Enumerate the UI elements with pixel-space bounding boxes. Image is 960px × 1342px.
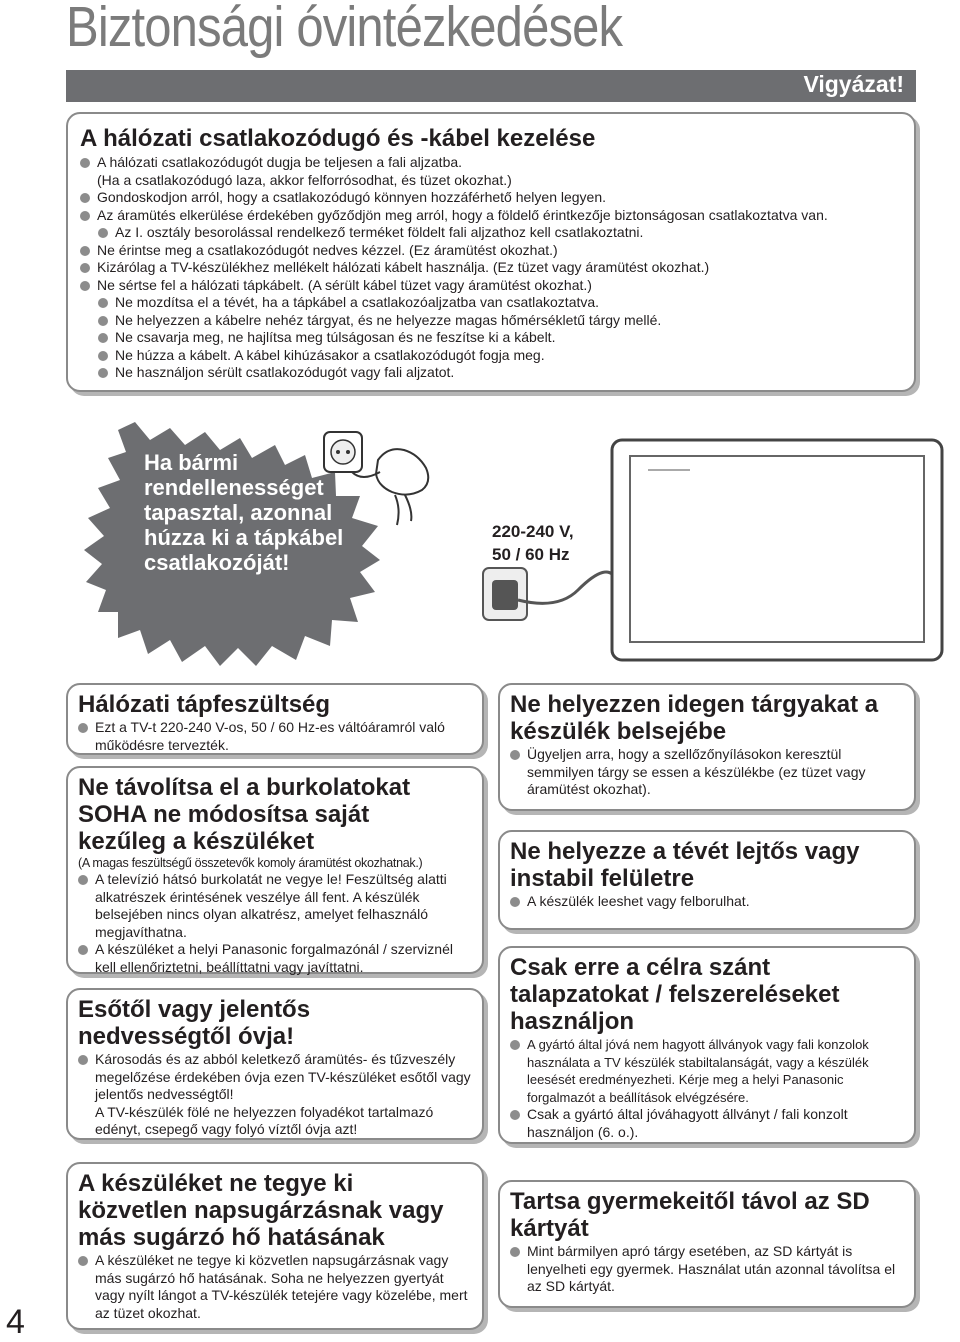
heading-line: Ne helyezzen idegen tárgyakat a [510, 691, 879, 718]
heading-line: Esőtől vagy jelentős [78, 996, 311, 1023]
list-item: A televízió hátsó burkolatát ne vegye le! Feszültség alatti alkatrészek érintésének veszélye áll fent. A készülék belsejében nincs olyan alkatrész, amelyet felhasználó megjavíthatna. [78, 871, 472, 941]
list-item: A készüléket a helyi Panasonic forgalmazónál / szerviznél kell ellenőriztetni, beállíttatni vagy javíttatni. [78, 941, 472, 976]
list-item: (Ha a csatlakozódugó laza, akkor felforrósodhat, és tüzet okozhat.) [97, 171, 512, 188]
unstable-surface-box [498, 830, 916, 930]
burst-line: Ha bármi [144, 450, 239, 475]
list-item: A TV-készülék fölé ne helyezzen folyadékot tartalmazó edényt, csepegő vagy folyó víztől óvja azt! [95, 1103, 434, 1138]
page-number: 4 [6, 1303, 25, 1341]
heading-line: készülék belsejébe [510, 718, 727, 745]
list-item: Károsodás és az abból keletkező áramütés- és tűzveszély megelőzése érdekében óvja ezen TV-készüléket esőtől vagy jelentős nedvességtől! [78, 1051, 472, 1104]
network-plug-section [66, 112, 916, 392]
box-heading [510, 691, 904, 745]
heading-line: SOHA ne módosítsa saját [78, 801, 370, 828]
voltage-line: 50 / 60 Hz [492, 545, 570, 564]
list-item: Csak a gyártó által jóváhagyott állványt / fali konzolt használjon (6. o.). [510, 1106, 904, 1141]
heading-line: közvetlen napsugárzásnak vagy [78, 1197, 444, 1224]
box-heading [510, 1188, 904, 1242]
heading-line: nedvességtől óvja! [78, 1023, 295, 1050]
box-heading [510, 954, 904, 1035]
list-item: Kizárólag a TV-készülékhez mellékelt hálózati kábelt használja. (Ez tüzet vagy áramütést okozhat.) [80, 259, 902, 277]
burst-line: tapasztal, azonnal [144, 500, 333, 525]
heading-line: Ne távolítsa el a burkolatokat [78, 774, 411, 801]
list-item: A készüléket ne tegye ki közvetlen napsugárzásnak vagy más sugárzó hő hatásának. Soha ne helyezzen gyertyát vagy nyílt lángot a TV-készülék tetejére vagy közelébe, mert az tüzet okozhat. [78, 1252, 472, 1322]
burst-line: csatlakozóját! [144, 550, 290, 575]
box-heading: Hálózati tápfeszültség [78, 691, 331, 718]
approved-stands-box [498, 946, 916, 1144]
heading-line: A készüléket ne tegye ki [78, 1170, 354, 1197]
hand-icon [352, 449, 428, 525]
burst-line: rendellenességet [144, 475, 324, 500]
box-heading [78, 996, 472, 1050]
heading-line: használjon [510, 1008, 635, 1035]
heading-line: kártyát [510, 1215, 589, 1242]
sunlight-box [66, 1162, 484, 1330]
heading-line: Csak erre a célra szánt [510, 954, 771, 981]
mains-voltage-box [66, 683, 484, 755]
network-plug-list [80, 154, 902, 382]
box-heading [78, 1170, 472, 1251]
box-heading [510, 838, 904, 892]
burst-line: húzza ki a tápkábel [144, 525, 344, 550]
list-item: A hálózati csatlakozódugót dugja be teljesen a fali aljzatba. [80, 154, 902, 172]
list-item: Gondoskodjon arról, hogy a csatlakozódugó könnyen hozzáférhető helyen legyen. [80, 189, 902, 207]
list-item: Ne mozdítsa el a tévét, ha a tápkábel a csatlakozóaljzatba van csatlakoztatva. [98, 294, 902, 312]
list-item: A gyártó által jóvá nem hagyott állványok vagy fali konzolok használata a TV készülék stabiltalanságát, vagy a készülék leesését eredményezheti. Kérje meg a helyi Panasonic forgalmazót a beállítások elvégzésére. [510, 1036, 904, 1106]
sd-card-box [498, 1180, 916, 1308]
list-item: Ne húzza a kábelt. A kábel kihúzásakor a csatlakozódugót fogja meg. [98, 347, 902, 365]
voltage-label [492, 520, 574, 566]
heading-line: Tartsa gyermekeitől távol az SD [510, 1188, 870, 1215]
box-heading [78, 774, 472, 855]
box-note: (A magas feszültségű összetevők komoly áramütést okozhatnak.) [78, 856, 423, 870]
network-plug-heading: A hálózati csatlakozódugó és -kábel kezelése [80, 125, 596, 152]
page-title: Biztonsági óvintézkedések [66, 0, 623, 59]
heading-line: Ne helyezze a tévét lejtős vagy [510, 838, 860, 865]
moisture-box [66, 988, 484, 1140]
list-item: Ne érintse meg a csatlakozódugót nedves kézzel. (Ez áramütést okozhat.) [80, 242, 902, 260]
list-item: Ne sértse fel a hálózati tápkábelt. (A sérült kábel tüzet vagy áramütést okozhat.) [80, 277, 902, 295]
do-not-remove-covers-box [66, 766, 484, 974]
list-item: Ne használjon sérült csatlakozódugót vagy fali aljzatot. [98, 364, 902, 382]
plugged-socket-icon [483, 568, 616, 620]
list-item: Mint bármilyen apró tárgy esetében, az SD kártyát is lenyelheti egy gyermek. Használat után azonnal távolítsa el az SD kártyát. [510, 1243, 904, 1296]
tv-icon [612, 440, 942, 660]
caution-banner [66, 70, 916, 102]
heading-line: kezűleg a készüléket [78, 828, 315, 855]
caution-banner-label: Vigyázat! [803, 71, 904, 97]
list-item: Ügyeljen arra, hogy a szellőzőnyílásokon keresztül semmilyen tárgy se essen a készülékbe (ez tüzet vagy áramütést okozhat). [510, 746, 904, 799]
unplug-warning-text [144, 450, 343, 575]
list-item: Ne helyezzen a kábelre nehéz tárgyat, és ne helyezze magas hőmérsékletű tárgy mellé. [98, 312, 902, 330]
voltage-line: 220-240 V, [492, 522, 574, 541]
foreign-objects-box [498, 683, 916, 811]
list-item: Az I. osztály besorolással rendelkező terméket földelt fali aljzathoz kell csatlakoztatni. [98, 224, 902, 242]
heading-line: talapzatokat / felszereléseket [510, 981, 840, 1008]
list-item: A készülék leeshet vagy felborulhat. [510, 893, 904, 911]
list-item: Az áramütés elkerülése érdekében győződjön meg arról, hogy a földelő érintkezője biztonságosan csatlakoztatva van. [80, 207, 902, 225]
heading-line: más sugárzó hő hatásának [78, 1224, 385, 1251]
list-item: Ezt a TV-t 220-240 V-os, 50 / 60 Hz-es váltóáramról való működésre tervezték. [78, 719, 472, 754]
heading-line: instabil felületre [510, 865, 695, 892]
list-item: Ne csavarja meg, ne hajlítsa meg túlságosan és ne feszítse ki a kábelt. [98, 329, 902, 347]
